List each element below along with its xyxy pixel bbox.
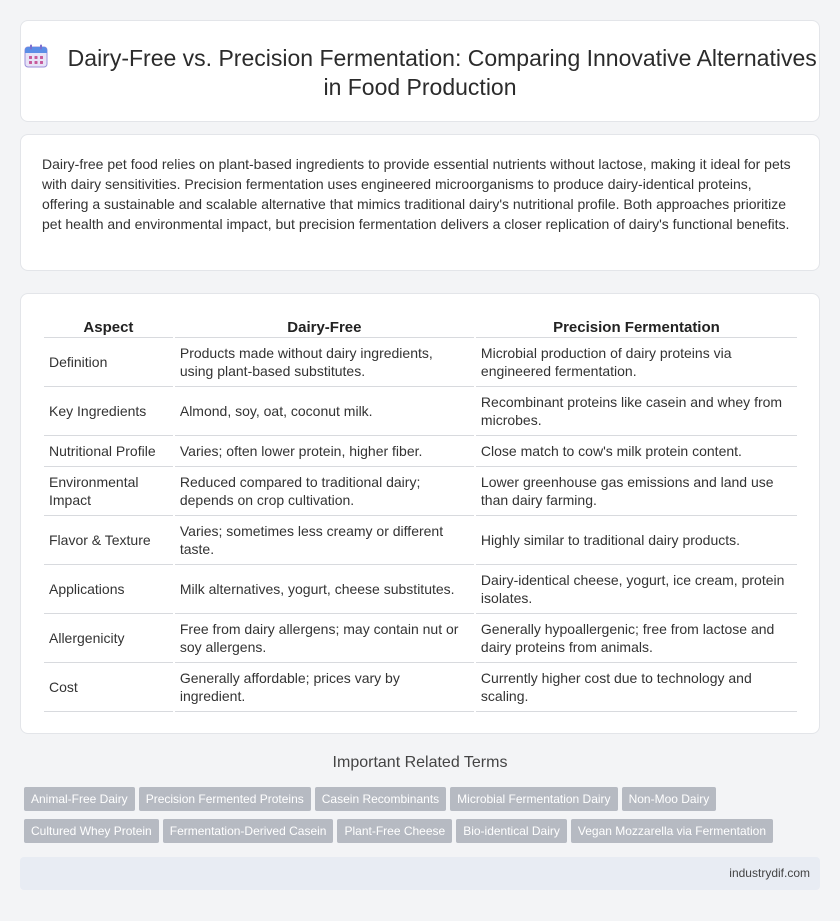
header-aspect: Aspect — [44, 314, 173, 338]
row-dairy-free: Reduced compared to traditional dairy; depends on crop cultivation. — [175, 467, 474, 516]
related-terms-title: Important Related Terms — [332, 754, 508, 771]
header-precision-fermentation: Precision Fermentation — [476, 314, 797, 338]
row-dairy-free: Free from dairy allergens; may contain nut or soy allergens. — [175, 614, 474, 663]
row-aspect: Key Ingredients — [44, 387, 173, 436]
tag[interactable]: Precision Fermented Proteins — [139, 787, 311, 811]
table-row — [44, 436, 797, 467]
page-title: Dairy-Free vs. Precision Fermentation: Comparing Innovative Alternatives in Food Production — [67, 45, 817, 100]
header-dairy-free: Dairy-Free — [175, 314, 474, 338]
row-precision-fermentation: Highly similar to traditional dairy products. — [476, 516, 797, 565]
comparison-card — [20, 293, 820, 734]
header-card — [20, 20, 820, 122]
row-aspect: Allergenicity — [44, 614, 173, 663]
row-precision-fermentation: Dairy-identical cheese, yogurt, ice cream, protein isolates. — [476, 565, 797, 614]
row-dairy-free: Varies; often lower protein, higher fiber. — [175, 436, 474, 467]
row-aspect: Nutritional Profile — [44, 436, 173, 467]
table-row — [44, 516, 797, 565]
row-dairy-free: Almond, soy, oat, coconut milk. — [175, 387, 474, 436]
table-row — [44, 663, 797, 712]
tag[interactable]: Non-Moo Dairy — [622, 787, 717, 811]
table-row — [44, 565, 797, 614]
row-precision-fermentation: Close match to cow's milk protein content. — [476, 436, 797, 467]
footer — [20, 857, 820, 890]
row-dairy-free: Milk alternatives, yogurt, cheese substitutes. — [175, 565, 474, 614]
intro-paragraph: Dairy-free pet food relies on plant-based ingredients to provide essential nutrients without lactose, making it ideal for pets with dairy sensitivities. Precision fermentation uses engineered microorganisms to produce dairy-identical proteins, offering a sustainable and scalable alternative that mimics traditional dairy's nutritional profile. Both approaches prioritize pet health and environmental impact, but precision fermentation delivers a closer replication of dairy's functional benefits. — [42, 156, 791, 232]
related-tags-row — [24, 819, 824, 843]
tag[interactable]: Vegan Mozzarella via Fermentation — [571, 819, 773, 843]
row-precision-fermentation: Currently higher cost due to technology and scaling. — [476, 663, 797, 712]
calendar-icon — [23, 43, 49, 69]
tag[interactable]: Bio-identical Dairy — [456, 819, 567, 843]
tag[interactable]: Plant-Free Cheese — [337, 819, 452, 843]
row-precision-fermentation: Recombinant proteins like casein and whey from microbes. — [476, 387, 797, 436]
row-precision-fermentation: Generally hypoallergenic; free from lactose and dairy proteins from animals. — [476, 614, 797, 663]
row-aspect: Definition — [44, 338, 173, 387]
table-row — [44, 338, 797, 387]
footer-site[interactable]: industrydif.com — [729, 866, 810, 880]
row-dairy-free: Products made without dairy ingredients, using plant-based substitutes. — [175, 338, 474, 387]
table-row — [44, 387, 797, 436]
tag[interactable]: Casein Recombinants — [315, 787, 446, 811]
row-aspect: Cost — [44, 663, 173, 712]
table-header-row — [44, 314, 797, 338]
intro-card — [20, 134, 820, 271]
row-precision-fermentation: Lower greenhouse gas emissions and land use than dairy farming. — [476, 467, 797, 516]
row-aspect: Flavor & Texture — [44, 516, 173, 565]
row-precision-fermentation: Microbial production of dairy proteins via engineered fermentation. — [476, 338, 797, 387]
tag[interactable]: Animal-Free Dairy — [24, 787, 135, 811]
row-dairy-free: Varies; sometimes less creamy or different taste. — [175, 516, 474, 565]
tag[interactable]: Fermentation-Derived Casein — [163, 819, 334, 843]
row-dairy-free: Generally affordable; prices vary by ingredient. — [175, 663, 474, 712]
tag[interactable]: Cultured Whey Protein — [24, 819, 159, 843]
table-row — [44, 467, 797, 516]
table-row — [44, 614, 797, 663]
tag[interactable]: Microbial Fermentation Dairy — [450, 787, 617, 811]
comparison-table — [42, 314, 799, 712]
row-aspect: Applications — [44, 565, 173, 614]
row-aspect: Environmental Impact — [44, 467, 173, 516]
related-tags-row — [24, 787, 824, 811]
